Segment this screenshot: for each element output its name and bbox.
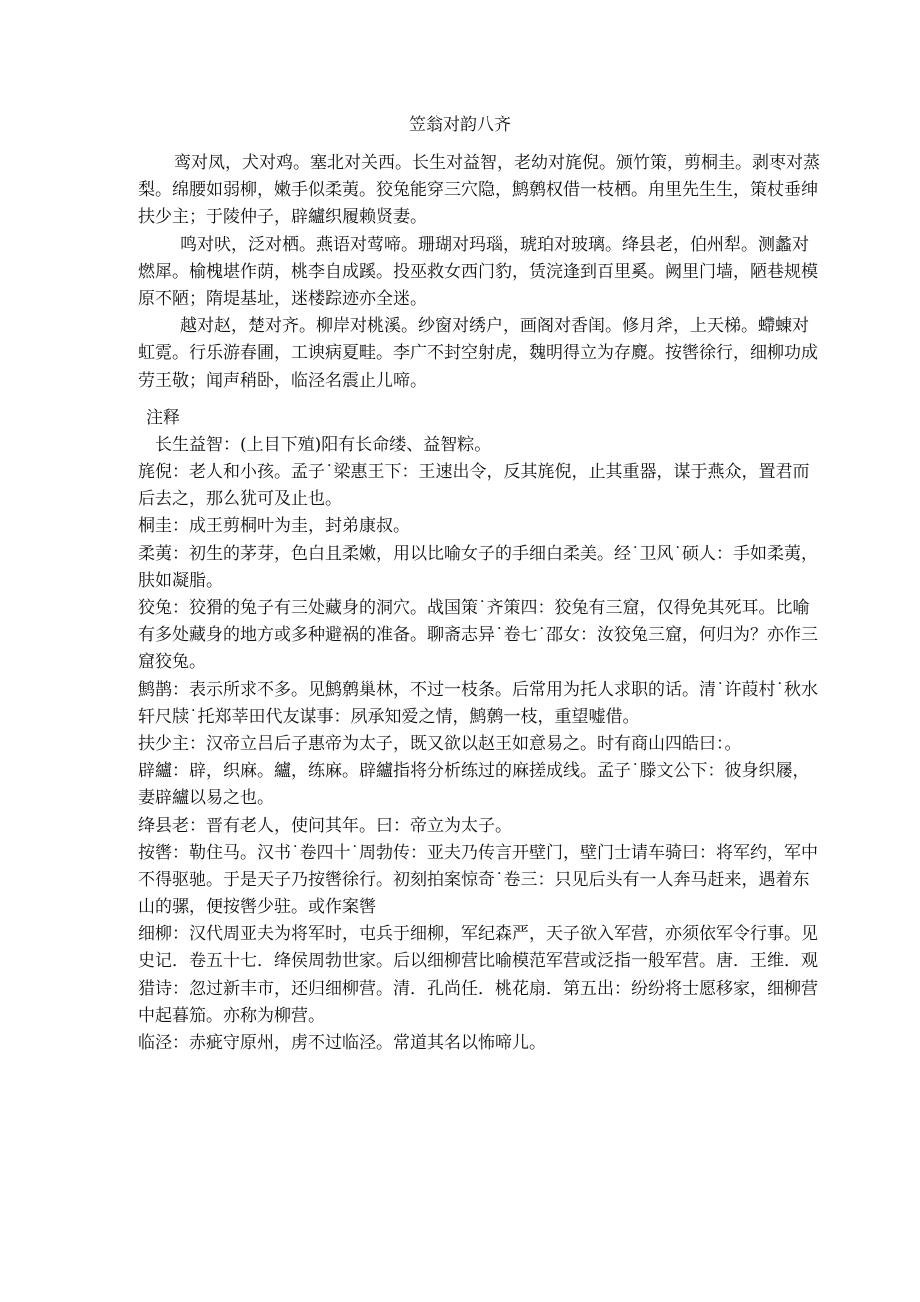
text-line: 后去之，那么犹可及止也。 xyxy=(138,489,342,510)
text-line: 柔荑：初生的茅芽，色白且柔嫩，用以比喻女子的手细白柔美。经˙卫风˙硕人：手如柔荑， xyxy=(138,543,818,564)
note-item xyxy=(138,758,810,812)
text-line: 鸾对凤，犬对鸡。塞北对关西。长生对益智，老幼对旄倪。颁竹策，剪桐圭。剥枣对蒸 xyxy=(174,153,820,173)
note-item xyxy=(138,513,783,540)
note-item xyxy=(138,677,818,731)
poem-stanza-1 xyxy=(138,150,820,232)
text-line: 轩尺牍˙托郑莘田代友谋事：夙承知爱之情，鹪鹩一枝，重望嘘借。 xyxy=(138,706,640,727)
note-item xyxy=(138,813,783,840)
text-line: 临泾：赤疵守原州，虏不过临泾。常道其名以怖啼儿。 xyxy=(138,1033,546,1053)
text-line: 按辔：勒住马。汉书˙卷四十˙周勃传：亚夫乃传言开壁门，壁门士请车骑曰：将军约，军中 xyxy=(138,842,818,863)
poem-stanza-3 xyxy=(138,313,818,395)
text-line: 鸣对吠，泛对栖。燕语对莺啼。珊瑚对玛瑙，琥珀对玻璃。绛县老，伯州犁。测蠡对 xyxy=(180,234,809,255)
text-line: 桐圭：成王剪桐叶为圭，封弟康叔。 xyxy=(138,516,410,537)
text-line: 窟狡兔。 xyxy=(138,652,206,673)
poem-stanza-2 xyxy=(138,232,818,314)
text-line: 原不陋；隋堤基址，迷楼踪迹亦全迷。 xyxy=(138,288,427,309)
note-item xyxy=(138,1030,783,1057)
text-line: 旄倪：老人和小孩。孟子˙梁惠王下：王速出令，反其旄倪，止其重器，谋于燕众，置君而 xyxy=(138,462,810,483)
note-item xyxy=(138,459,810,513)
text-line: 虹霓。行乐游春圃，工谀病夏畦。李广不封空射虎，魏明得立为存麑。按辔徐行，细柳功成 xyxy=(138,343,818,364)
text-line: 辟纑：辟，织麻。纑，练麻。辟纑指将分析练过的麻搓成线。孟子˙滕文公下：彼身织屦， xyxy=(138,761,810,782)
text-line: 妻辟纑以易之也。 xyxy=(138,788,274,809)
text-line: 扶少主：汉帝立吕后子惠帝为太子，既又欲以赵王如意易之。时有商山四皓曰：。 xyxy=(138,733,742,754)
document-body xyxy=(138,150,820,1057)
text-line: 史记．卷五十七．绛侯周勃世家。后以细柳营比喻模范军营或泛指一般军营。唐．王维．观 xyxy=(138,951,818,972)
text-line: 燃犀。榆槐堪作荫，桃李自成蹊。投巫救女西门豹，赁浣逢到百里奚。阙里门墙，陋巷规模 xyxy=(138,261,818,282)
text-line: 越对赵，楚对齐。柳岸对桃溪。纱窗对绣户，画阁对香闺。修月斧，上天梯。螮蝀对 xyxy=(180,316,809,337)
text-line: 有多处藏身的地方或多种避祸的准备。聊斋志异˙卷七˙邵女：汝狡兔三窟，何归为？亦作三 xyxy=(138,625,818,646)
text-line: 梨。绵腰如弱柳，嫩手似柔荑。狡兔能穿三穴隐，鹪鹩权借一枝栖。甪里先生生，策杖垂绅 xyxy=(138,180,818,201)
text-line: 山的骡，便按辔少驻。或作案辔 xyxy=(138,897,376,918)
notes-heading: 注释 xyxy=(146,407,180,428)
text-line: 狡兔：狡猾的兔子有三处藏身的洞穴。战国策˙齐策四：狡兔有三窟，仅得免其死耳。比喻 xyxy=(138,598,810,618)
text-line: 细柳：汉代周亚夫为将军时，屯兵于细柳，军纪森严，天子欲入军营，亦须依军令行事。见 xyxy=(138,924,818,945)
note-item xyxy=(138,921,818,1030)
text-line: 劳王敬；闻声稍卧，临泾名震止儿啼。 xyxy=(138,370,427,391)
text-line: 不得驱驰。于是天子乃按辔徐行。初刻拍案惊奇˙卷三：只见后头有一人奔马赶来，遇着东 xyxy=(138,869,810,890)
note-item xyxy=(138,731,783,758)
text-line: 肤如凝脂。 xyxy=(138,570,223,591)
text-line: 猎诗：忽过新丰市，还归细柳营。清．孔尚任．桃花扇．第五出：纷纷将士愿移家，细柳营 xyxy=(138,978,818,999)
note-item xyxy=(138,595,818,677)
text-line: 扶少主；于陵仲子，辟纑织履赖贤妻。 xyxy=(138,207,427,228)
text-line: 长生益智：(上目下殖)阳有长命缕、益智粽。 xyxy=(155,434,492,455)
text-line: 鹪鹊：表示所求不多。见鹪鹩巢林，不过一枝条。后常用为托人求职的话。清˙许葭村˙秋水 xyxy=(138,679,818,700)
note-item xyxy=(138,432,783,459)
document-title: 笠翁对韵八齐 xyxy=(409,115,511,135)
note-item xyxy=(138,840,818,922)
text-line: 绛县老：晋有老人，使问其年。曰：帝立为太子。 xyxy=(138,815,512,836)
text-line: 中起暮笳。亦称为柳营。 xyxy=(138,1005,325,1026)
note-item xyxy=(138,541,818,595)
